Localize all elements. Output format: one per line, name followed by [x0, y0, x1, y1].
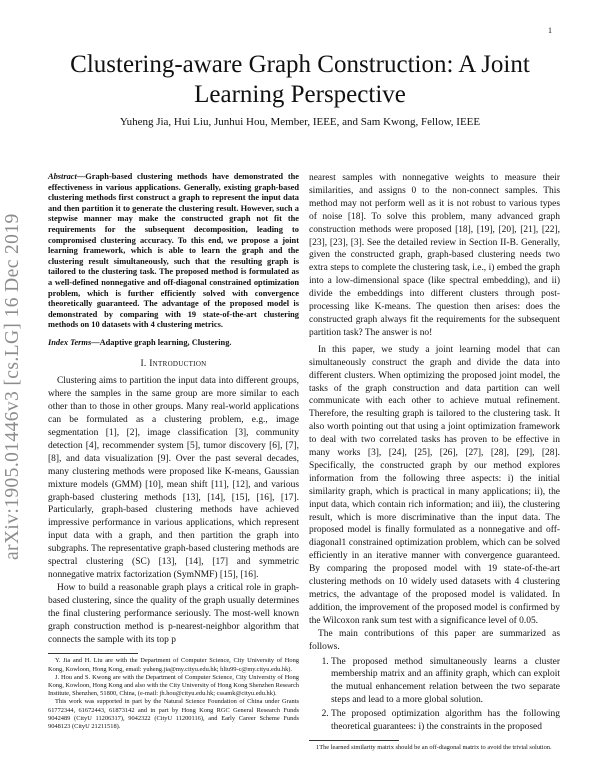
footnote: J. Hou and S. Kwong are with the Department of Computer Science, City University of Hong Kong, Kowloon, Hong Kong and also with the City University of Hong Kong Shenzhen Research Institute, Shenzhen, 51800, China, (e-mail: jh.hou@cityu.edu.hk; cssamk@cityu.edu.hk). — [48, 673, 299, 698]
page-number: 1 — [548, 26, 552, 35]
footnote: This work was supported in part by the Natural Science Foundation of China under Grants 61772344, 61672443, 61873142 and in part by Hong Kong RGC General Research Funds 9042489 (CityU 11206317), 9042322 (CityU 11200116), and Early Career Scheme Funds 9048123 (CityU 21211518). — [48, 698, 299, 731]
footnote-rule — [48, 653, 138, 654]
paper-title: Clustering-aware Graph Construction: A Joint Learning Perspective — [70, 51, 530, 108]
section-heading: I. Introduction — [140, 358, 207, 369]
list-item: 1. The proposed method simultaneously learns a cluster membership matrix and an affinity graph, which can exploit the mutual enhancement relation between the two separate steps and lead to a more global solution. — [331, 656, 560, 708]
footnote: 1The learned similarity matrix should be an off-diagonal matrix to avoid the trivial solution. — [316, 743, 552, 751]
index-terms-text: —Adaptive graph learning, Clustering. — [91, 337, 232, 347]
left-column — [48, 172, 299, 731]
body-paragraph: nearest samples with nonnegative weights to measure their similarities, and assigns 0 to the non-connect samples. This method may not perform well as it is not robust to various types of noise [18]. To solve this problem, many advanced graph construction methods were proposed [18], [19], [20], [21], [22], [23], [23], [3]. See the detailed review in Section II-B. Generally, given the constructed graph, graph-based clustering needs two extra steps to complete the clustering task, i.e., i) embed the graph into a low-dimensional space (like spectral embedding), and ii) divide the embeddings into different clusters through post-processing like K-means. The question then arises: does the constructed graph always fit the requirements for the subsequent partition task? The answer is no! — [309, 173, 560, 338]
contribution-list — [309, 656, 560, 734]
author-list: Yuheng Jia, Hui Liu, Junhui Hou, Member, IEEE, and Sam Kwong, Fellow, IEEE — [119, 116, 481, 128]
index-terms-label: Index Terms — [48, 337, 92, 347]
abstract-text: —Graph-based clustering methods have demonstrated the effectiveness in various applications. Generally, existing graph-based clustering methods first construct a graph to represent the input data and then partition it to generate the clustering result. However, such a stepwise manner may make the constructed graph not fit the requirements for the subsequent decomposition, leading to compromised clustering accuracy. To this end, we propose a joint learning framework, which is able to learn the graph and the clustering result simultaneously, such that the resulting graph is tailored to the clustering task. The proposed method is formulated as a well-defined nonnegative and off-diagonal constrained optimization problem, which is further efficiently solved with convergence theoretically guaranteed. The advantage of the proposed model is demonstrated by comparing with 19 state-of-the-art clustering methods on 10 datasets with 4 clustering metrics. — [48, 172, 299, 330]
list-item: 2. The proposed optimization algorithm has the following theoretical guarantees: i) the constraints in the proposed — [331, 708, 560, 734]
body-paragraph: How to build a reasonable graph plays a critical role in graph-based clustering, since the quality of the graph usually determines the final clustering performance seriously. The most-well known graph construction method is p-nearest-neighbor algorithm that connects the sample with its top p — [48, 582, 299, 645]
footnote-rule — [309, 740, 399, 741]
right-column — [309, 172, 560, 752]
footnote: Y. Jia and H. Liu are with the Department of Computer Science, City University of Hong Kong, Kowloon, Hong Kong, email: yuheng.jia@my.cityu.edu.hk; hliu99-c@my.cityu.edu.hk). — [48, 657, 299, 673]
body-paragraph: The main contributions of this paper are summarized as follows. — [309, 628, 560, 652]
arxiv-identifier: arXiv:1905.01446v3 [cs.LG] 16 Dec 2019 — [2, 213, 23, 560]
body-paragraph: Clustering aims to partition the input data into different groups, where the samples in the same group are more similar to each other than to those in other groups. Many real-world applications can be formulated as a clustering problem, e.g., image segmentation [1], [2], image classification [3], community detection [4], recommender system [5], tumor discovery [6], [7], [8], and data visualization [9]. Over the past several decades, many clustering methods were proposed like K-means, Gaussian mixture models (GMM) [10], mean shift [11], [12], and various graph-based clustering methods [13], [14], [15], [16], [17]. Particularly, graph-based clustering methods have achieved impressive performance in various applications, which represent input data with a graph, and then partition the graph into subgraphs. The representative graph-based clustering methods are spectral clustering (SC) [13], [14], [17] and symmetric nonnegative matrix factorization (SymNMF) [15], [16]. — [48, 376, 299, 580]
abstract-label: Abstract — [48, 172, 77, 181]
index-terms — [48, 338, 299, 349]
abstract — [48, 172, 299, 331]
body-paragraph: In this paper, we study a joint learning model that can simultaneously construct the graph and divide the data into different clusters. When optimizing the proposed joint model, the tasks of the graph construction and data partition can well communicate with each other to achieve mutual refinement. Therefore, the resulting graph is tailored to the clustering task. It also worth pointing out that using a joint optimization framework to deal with two correlated tasks has proven to be effective in many works [3], [24], [25], [26], [27], [28], [29], [28]. Specifically, the constructed graph by our method explores information from the following three aspects: i) the initial similarity graph, which is practical in many applications; ii), the input data, which contain rich information; and iii), the clustering result, which is more discriminative than the input data. The proposed model is finally formulated as a nonnegative and off-diagonal1 constrained optimization problem, which can be solved efficiently in an iterative manner with convergence guaranteed. By comparing the proposed model with 19 state-of-the-art clustering methods on 10 widely used datasets with 4 clustering metrics, the advantage of the proposed model is validated. In addition, the improvement of the proposed model is confirmed by the Wilcoxon rank sum test with a significance level of 0.05. — [309, 344, 560, 626]
